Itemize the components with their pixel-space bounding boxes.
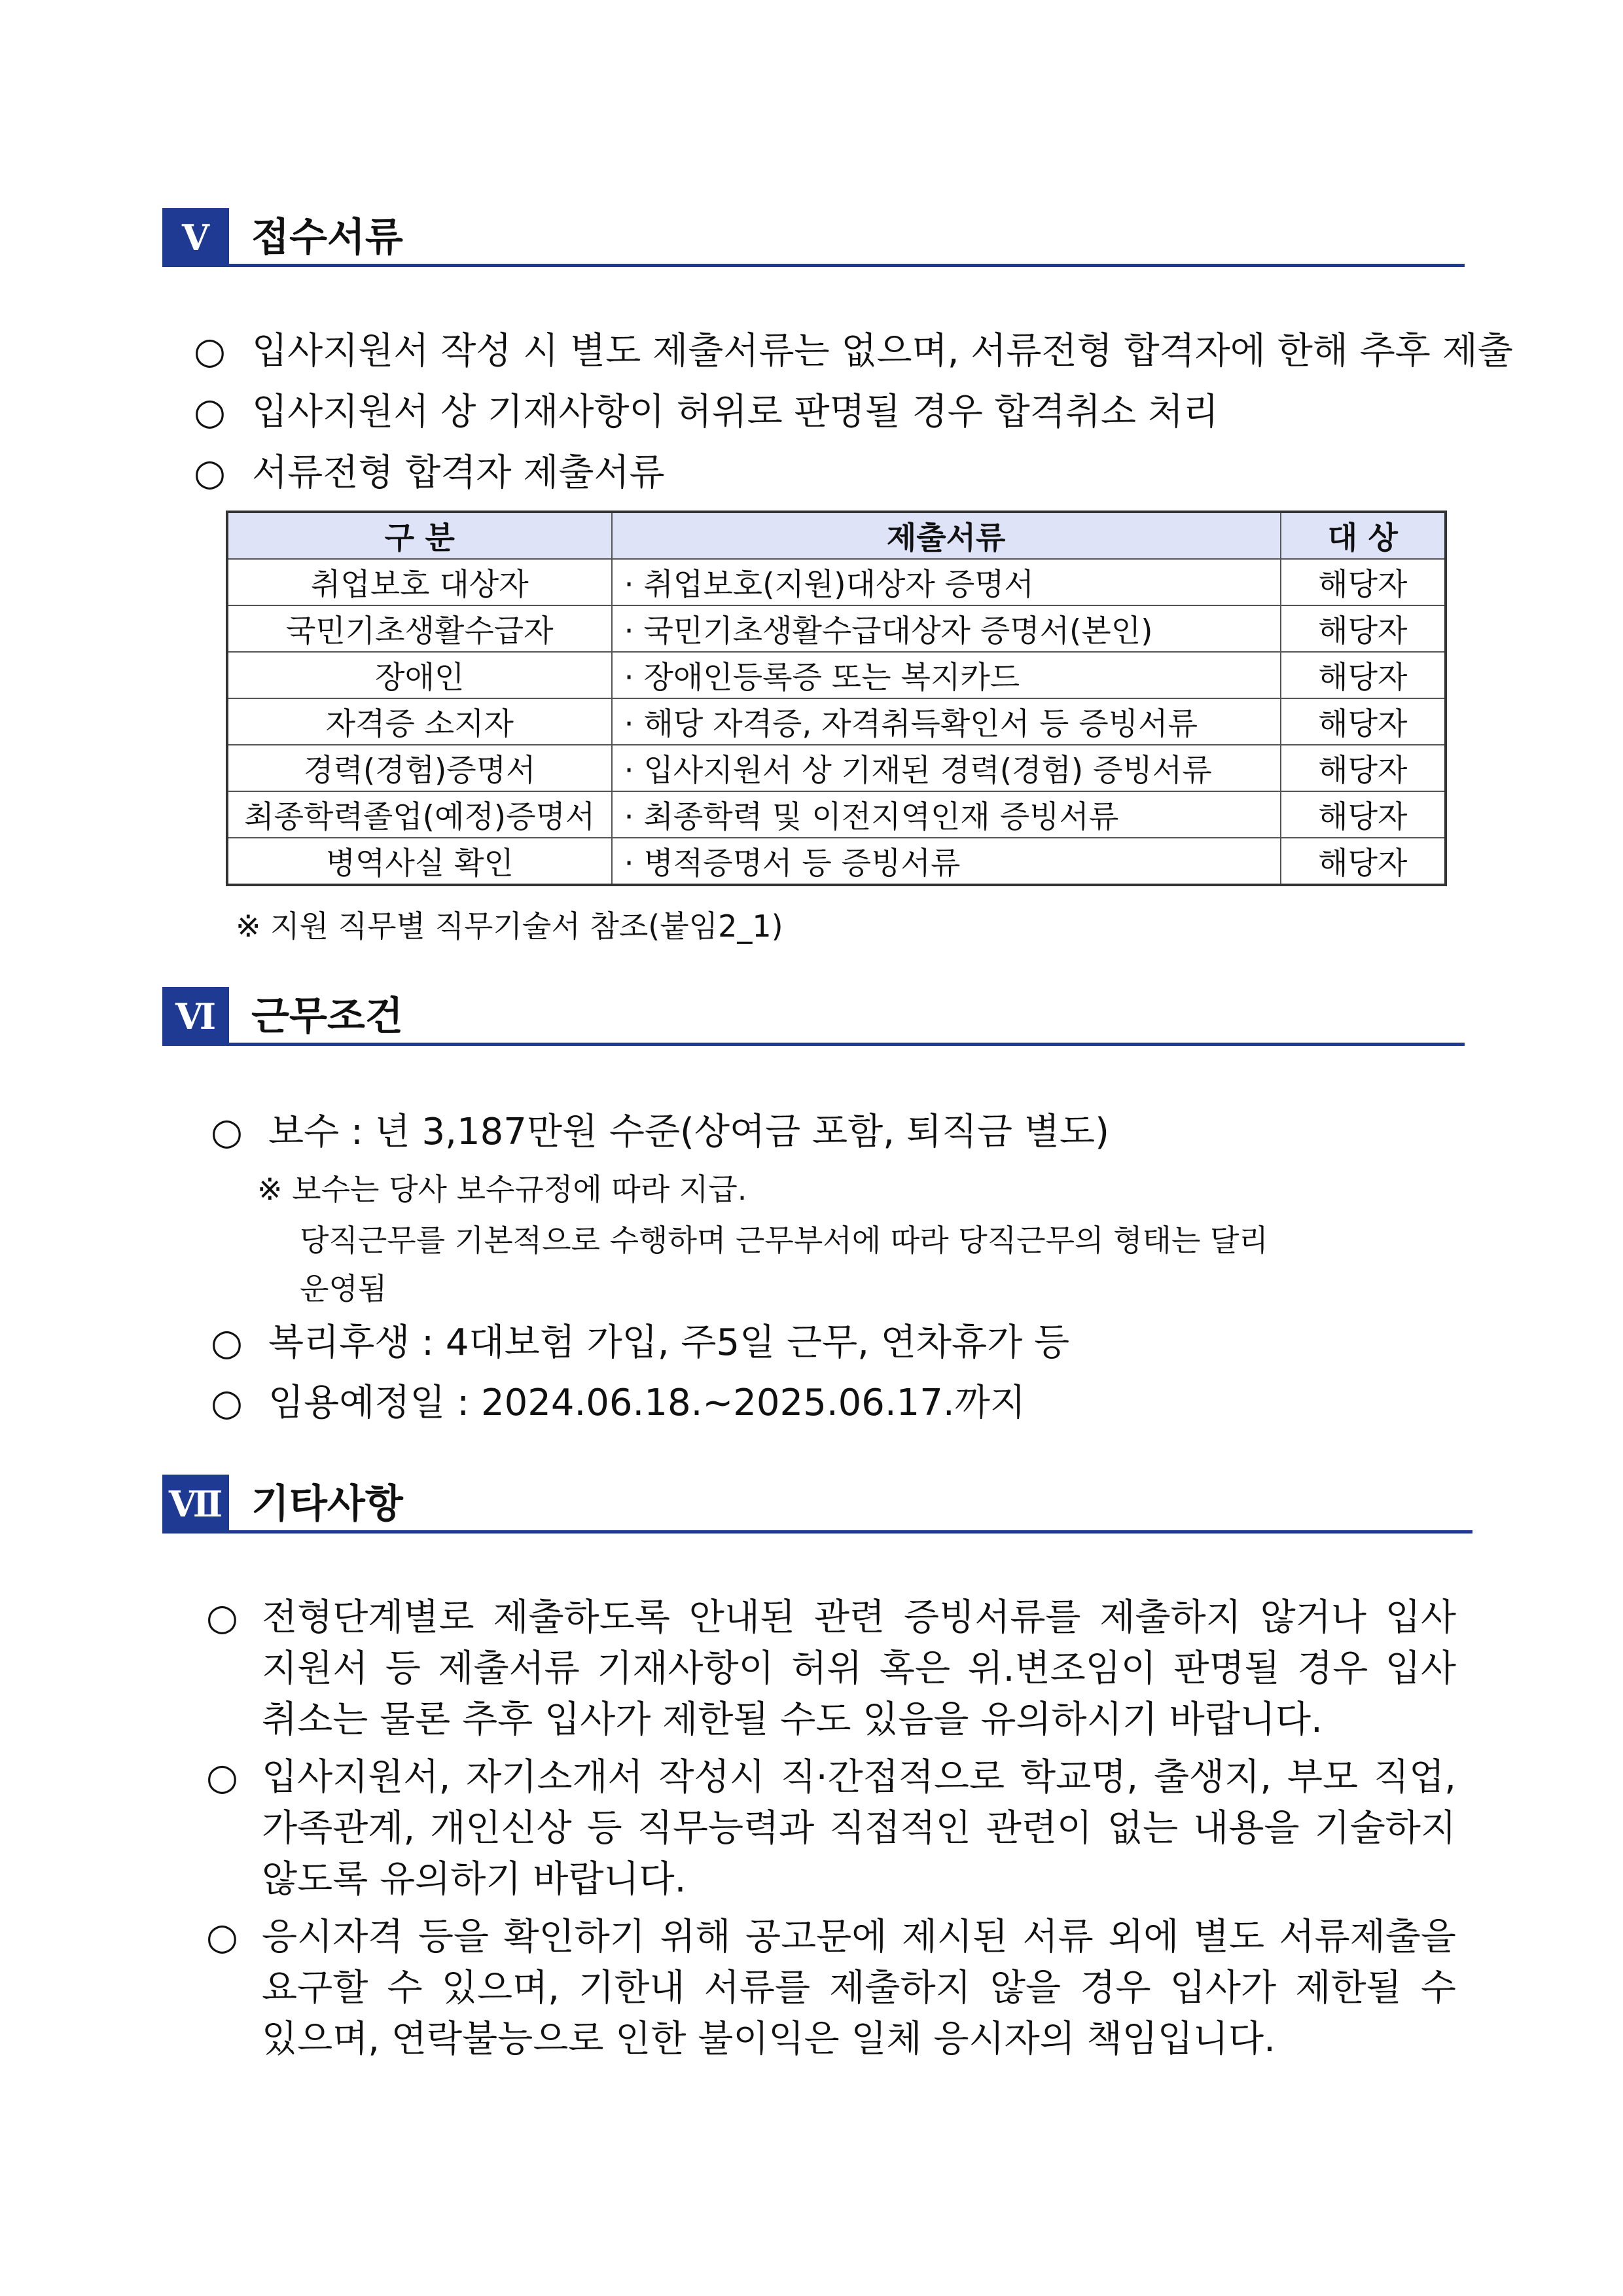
section-5-bullet-1: 입사지원서 작성 시 별도 제출서류는 없으며, 서류전형 합격자에 한해 추후 제출: [252, 330, 1513, 372]
notice-3-line-2: 요구할 수 있으며, 기한내 서류를 제출하지 않을 경우 입사가 제한될 수: [262, 1967, 1456, 2009]
section-6-rule: [229, 1043, 1465, 1046]
pay-note-1: ※ 보수는 당사 보수규정에 따라 지급.: [257, 1172, 747, 1207]
table-cell-target: 해당자: [1281, 791, 1446, 838]
notice-1-line-3: 취소는 물론 추후 입사가 제한될 수도 있음을 유의하시기 바랍니다.: [262, 1698, 1323, 1741]
section-7-numeral: Ⅶ: [162, 1475, 229, 1534]
section-6-title: 근무조건: [251, 994, 403, 1039]
section-6-header: [162, 987, 1465, 1046]
section-5-note: ※ 지원 직무별 직무기술서 참조(붙임2_1): [236, 908, 783, 944]
bullet-marker: ○: [211, 1321, 243, 1364]
notice-2-line-2: 가족관계, 개인신상 등 직무능력과 직접적인 관련이 없는 내용을 기술하지: [262, 1807, 1456, 1850]
required-documents-table: [226, 511, 1447, 886]
table-cell-documents: · 병적증명서 등 증빙서류: [612, 838, 1281, 885]
table-cell-target: 해당자: [1281, 605, 1446, 652]
section-5-bullet-2: 입사지원서 상 기재사항이 허위로 판명될 경우 합격취소 처리: [252, 391, 1219, 433]
section-5-header: [162, 208, 1465, 267]
bullet-marker: ○: [206, 1596, 238, 1639]
table-cell-target: 해당자: [1281, 838, 1446, 885]
table-cell-category: 취업보호 대상자: [227, 559, 612, 605]
table-row: [227, 838, 1446, 885]
section-7-title: 기타사항: [251, 1481, 403, 1527]
column-header-category: 구 분: [227, 512, 612, 559]
table-row: [227, 791, 1446, 838]
notice-3-line-3: 있으며, 연락불능으로 인한 불이익은 일체 응시자의 책임입니다.: [262, 2018, 1275, 2060]
bullet-marker: ○: [206, 1756, 238, 1799]
table-cell-documents: · 장애인등록증 또는 복지카드: [612, 652, 1281, 698]
bullet-marker: ○: [206, 1916, 238, 1958]
notice-3-line-1: 응시자격 등을 확인하기 위해 공고문에 제시된 서류 외에 별도 서류제출을: [262, 1916, 1456, 1958]
notice-1-line-2: 지원서 등 제출서류 기재사항이 허위 혹은 위.변조임이 판명될 경우 입사: [262, 1647, 1456, 1690]
section-6-numeral: Ⅵ: [162, 987, 229, 1046]
table-cell-target: 해당자: [1281, 559, 1446, 605]
bullet-marker: ○: [194, 452, 226, 494]
table-cell-target: 해당자: [1281, 698, 1446, 745]
section-5-numeral: Ⅴ: [162, 208, 229, 267]
table-cell-category: 경력(경험)증명서: [227, 745, 612, 791]
table-cell-target: 해당자: [1281, 745, 1446, 791]
table-cell-category: 장애인: [227, 652, 612, 698]
table-header-row: [227, 512, 1446, 559]
pay-line: 보수 : 년 3,187만원 수준(상여금 포함, 퇴직금 별도): [268, 1111, 1109, 1153]
section-7-rule: [229, 1530, 1472, 1534]
table-cell-documents: · 최종학력 및 이전지역인재 증빙서류: [612, 791, 1281, 838]
pay-note-3: 운영됨: [300, 1271, 387, 1306]
table-cell-documents: · 해당 자격증, 자격취득확인서 등 증빙서류: [612, 698, 1281, 745]
appointment-period-line: 임용예정일 : 2024.06.18.~2025.06.17.까지: [268, 1382, 1026, 1424]
table-cell-documents: · 입사지원서 상 기재된 경력(경험) 증빙서류: [612, 745, 1281, 791]
bullet-marker: ○: [211, 1111, 243, 1153]
table-cell-category: 최종학력졸업(예정)증명서: [227, 791, 612, 838]
section-5-rule: [229, 264, 1465, 267]
welfare-line: 복리후생 : 4대보험 가입, 주5일 근무, 연차휴가 등: [268, 1321, 1070, 1364]
column-header-documents: 제출서류: [612, 512, 1281, 559]
pay-note-2: 당직근무를 기본적으로 수행하며 근무부서에 따라 당직근무의 형태는 달리: [300, 1223, 1268, 1258]
table-row: [227, 559, 1446, 605]
notice-1-line-1: 전형단계별로 제출하도록 안내된 관련 증빙서류를 제출하지 않거나 입사: [262, 1596, 1456, 1639]
column-header-target: 대 상: [1281, 512, 1446, 559]
table-row: [227, 605, 1446, 652]
notice-2-line-3: 않도록 유의하기 바랍니다.: [262, 1858, 687, 1901]
table-row: [227, 745, 1446, 791]
table-cell-target: 해당자: [1281, 652, 1446, 698]
table-row: [227, 698, 1446, 745]
table-cell-documents: · 취업보호(지원)대상자 증명서: [612, 559, 1281, 605]
notice-2-line-1: 입사지원서, 자기소개서 작성시 직·간접적으로 학교명, 출생지, 부모 직업,: [262, 1756, 1456, 1799]
bullet-marker: ○: [194, 330, 226, 372]
bullet-marker: ○: [211, 1382, 243, 1424]
bullet-marker: ○: [194, 391, 226, 433]
section-5-bullet-3: 서류전형 합격자 제출서류: [252, 452, 665, 494]
table-cell-category: 국민기초생활수급자: [227, 605, 612, 652]
table-cell-category: 자격증 소지자: [227, 698, 612, 745]
table-row: [227, 652, 1446, 698]
section-5-title: 접수서류: [251, 215, 403, 260]
section-7-header: [162, 1475, 1472, 1534]
table-cell-documents: · 국민기초생활수급대상자 증명서(본인): [612, 605, 1281, 652]
table-cell-category: 병역사실 확인: [227, 838, 612, 885]
